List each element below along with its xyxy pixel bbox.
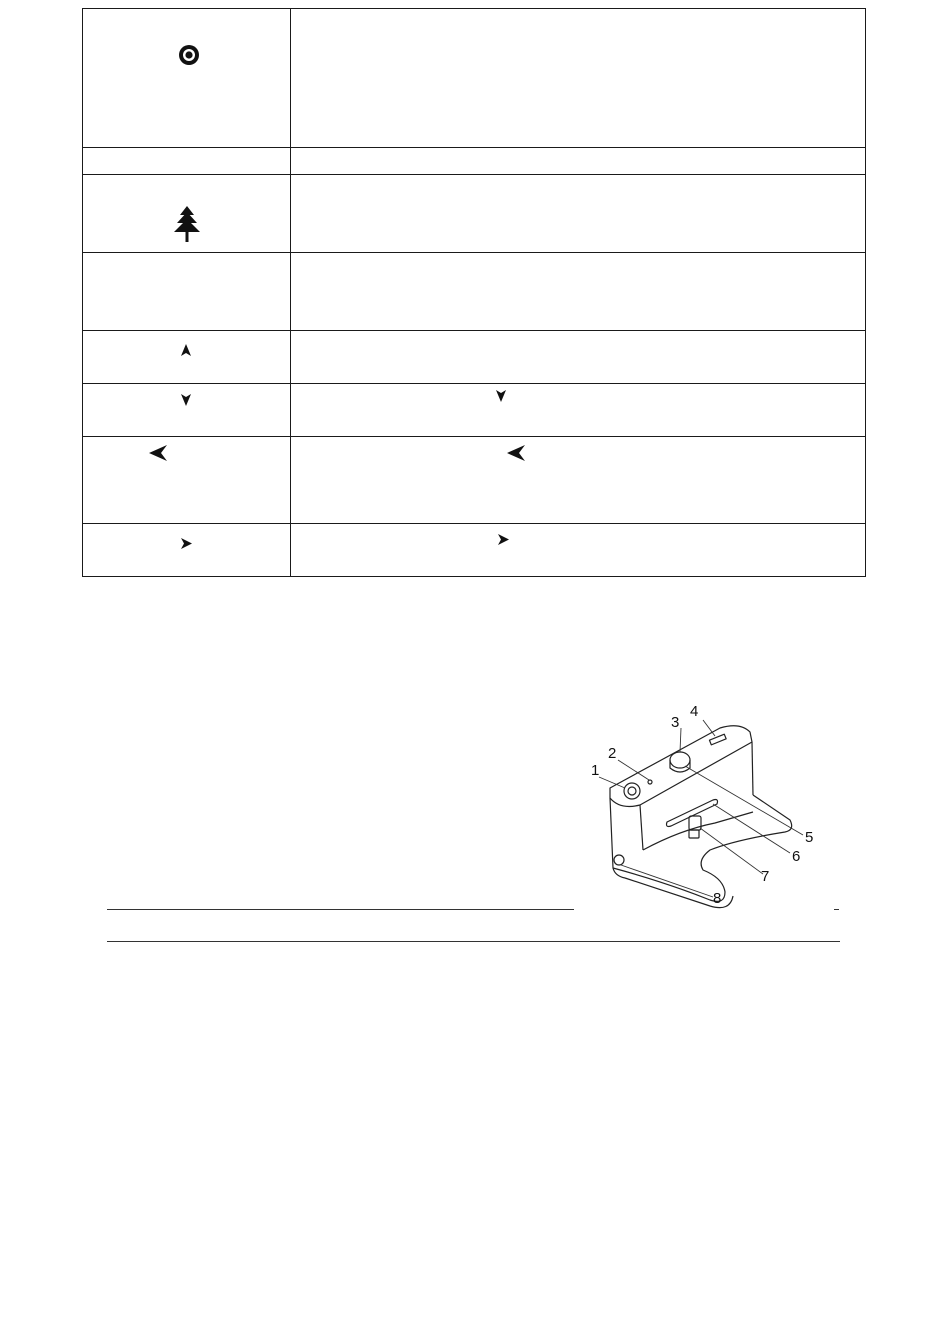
arrow-left-icon [149, 445, 167, 461]
callout-label: 1 [591, 762, 600, 779]
table-row [83, 437, 866, 524]
icon-cell [83, 384, 291, 437]
charging-base-drawing [585, 700, 835, 915]
table-row [83, 9, 866, 148]
table-row [83, 175, 866, 253]
description-cell [291, 175, 866, 253]
callout-label: 7 [761, 868, 770, 885]
arrow-down-icon [181, 394, 191, 406]
icon-cell [83, 9, 291, 148]
description-cell [291, 253, 866, 331]
divider-line [834, 909, 839, 910]
arrow-right-icon [498, 532, 509, 550]
power-button-icon [178, 44, 200, 66]
table-row [83, 331, 866, 384]
description-cell [291, 148, 866, 175]
divider-line [107, 941, 840, 942]
icon-cell [83, 175, 291, 253]
arrow-right-icon [181, 538, 192, 549]
table-row [83, 148, 866, 175]
table-row [83, 524, 866, 577]
icon-cell [83, 437, 291, 524]
arrow-up-icon [181, 344, 191, 356]
table-row [83, 384, 866, 437]
callout-label: 2 [608, 745, 617, 762]
callout-label: 4 [690, 703, 699, 720]
arrow-left-icon [507, 445, 525, 466]
callout-label: 8 [713, 890, 722, 907]
tree-icon [172, 205, 202, 243]
icon-cell [83, 331, 291, 384]
callout-label: 3 [671, 714, 680, 731]
description-cell [291, 331, 866, 384]
icon-cell [83, 253, 291, 331]
divider-line [107, 909, 574, 910]
callout-label: 5 [805, 829, 814, 846]
description-cell [291, 9, 866, 148]
remote-functions-table [82, 8, 866, 577]
arrow-down-icon [496, 389, 506, 407]
description-cell [291, 384, 866, 437]
charging-base-illustration [585, 700, 835, 915]
callout-label: 6 [792, 848, 801, 865]
table-row [83, 253, 866, 331]
icon-cell [83, 148, 291, 175]
description-cell [291, 524, 866, 577]
description-cell [291, 437, 866, 524]
icon-cell [83, 524, 291, 577]
